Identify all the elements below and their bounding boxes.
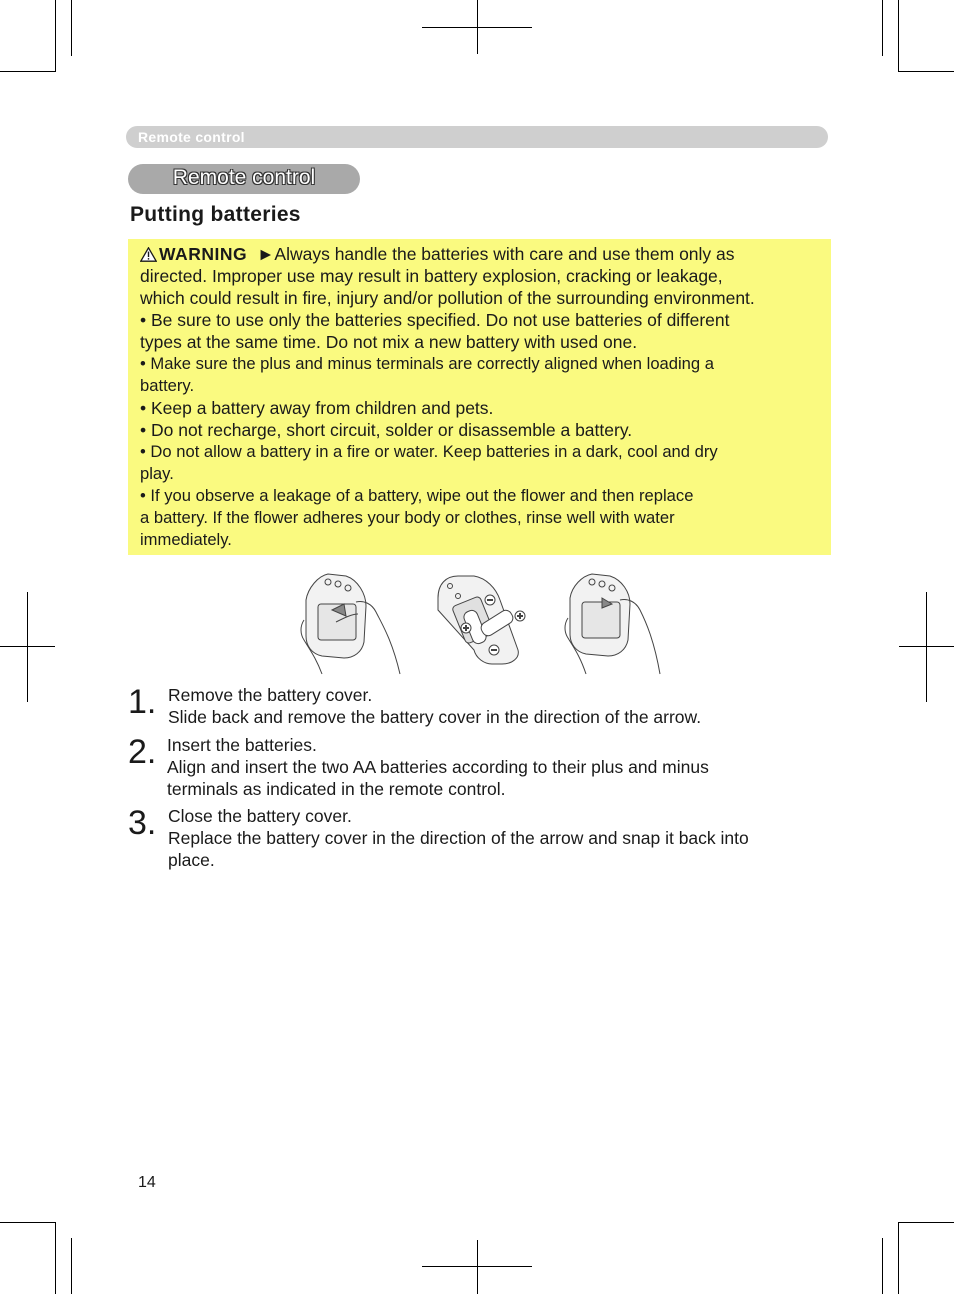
section-pill <box>128 164 360 194</box>
step-number: 3. <box>128 804 157 842</box>
warning-line: which could result in fire, injury and/or pollution of the surrounding environment. <box>140 288 755 308</box>
remove-cover-illustration <box>301 574 400 674</box>
section-header-bar <box>126 126 828 148</box>
subheading: Putting batteries <box>130 203 301 226</box>
battery-installation-illustration <box>296 570 668 675</box>
step-body-line: Align and insert the two AA batteries according to their plus and minus <box>167 757 709 777</box>
warning-line: play. <box>140 464 174 483</box>
warning-line: • Do not recharge, short circuit, solder or disassemble a battery. <box>140 420 633 440</box>
section-pill-label: Remote control <box>172 166 316 189</box>
step-title: Insert the batteries. <box>167 735 317 755</box>
warning-line <box>140 243 735 267</box>
step-number: 2. <box>128 733 157 771</box>
step-title: Remove the battery cover. <box>168 685 373 705</box>
step-body-line: Replace the battery cover in the direction of the arrow and snap it back into <box>168 828 749 848</box>
step-body-line: place. <box>168 850 215 870</box>
section-header-label: Remote control <box>138 129 245 145</box>
warning-line: • Do not allow a battery in a fire or water. Keep batteries in a dark, cool and dry <box>140 442 718 461</box>
warning-triangle-icon <box>140 245 157 267</box>
warning-line: • If you observe a leakage of a battery, wipe out the flower and then replace <box>140 486 694 505</box>
warning-text: ►Always handle the batteries with care and use them only as <box>257 244 735 264</box>
warning-label: WARNING <box>159 244 248 264</box>
warning-box <box>128 239 831 555</box>
warning-line: • Keep a battery away from children and pets. <box>140 398 494 418</box>
warning-line: immediately. <box>140 530 232 549</box>
warning-line: types at the same time. Do not mix a new battery with used one. <box>140 332 638 352</box>
step-body-line: terminals as indicated in the remote control. <box>167 779 506 799</box>
step-number: 1. <box>128 683 157 721</box>
warning-line: • Be sure to use only the batteries specified. Do not use batteries of different <box>140 310 730 330</box>
page-number: 14 <box>138 1174 156 1191</box>
warning-line: • Make sure the plus and minus terminals are correctly aligned when loading a <box>140 354 714 373</box>
warning-line: directed. Improper use may result in battery explosion, cracking or leakage, <box>140 266 723 286</box>
insert-batteries-illustration <box>438 576 525 664</box>
close-cover-illustration <box>565 574 660 674</box>
warning-line: a battery. If the flower adheres your body or clothes, rinse well with water <box>140 508 675 527</box>
warning-line: battery. <box>140 376 195 395</box>
step-title: Close the battery cover. <box>168 806 352 826</box>
step-body-line: Slide back and remove the battery cover in the direction of the arrow. <box>168 707 702 727</box>
